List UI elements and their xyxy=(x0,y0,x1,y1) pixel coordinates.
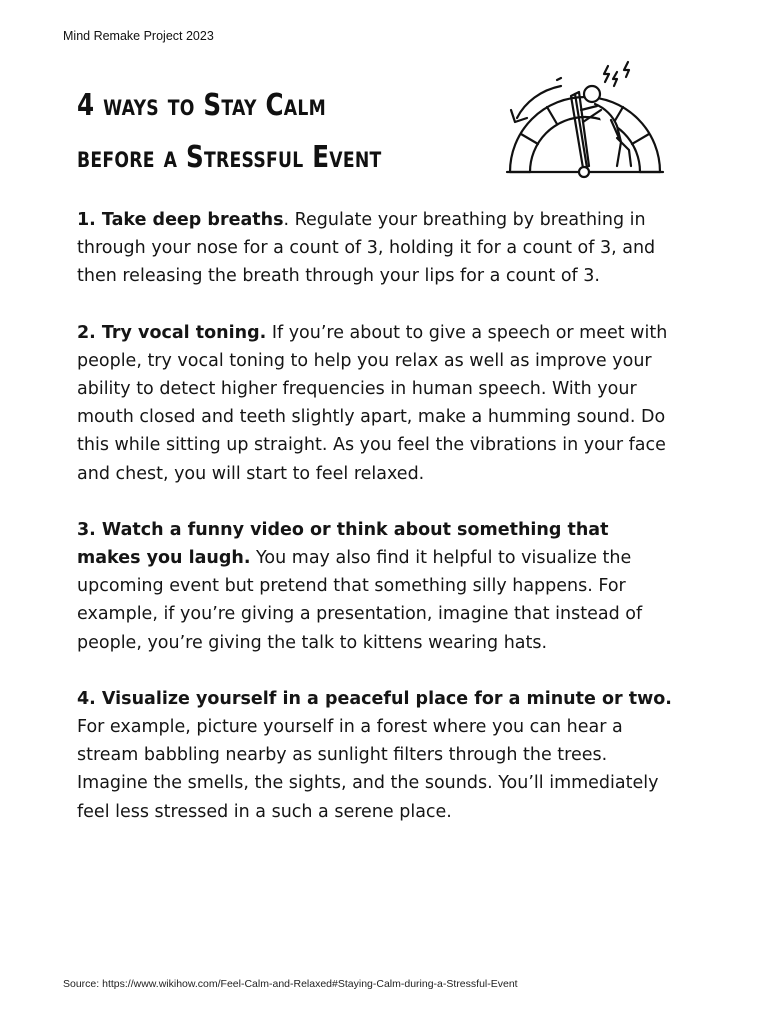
tip-2-body: If you’re about to give a speech or meet with people, try vocal toning to help you relax as well as improve your ability to detect higher frequencies in human speech. With your mouth closed and teeth slightly apart, make a humming sound. Do this while sitting up straight. As you feel the vibrations in your face and chest, you will start to feel relaxed. xyxy=(77,322,668,484)
header-note: Mind Remake Project 2023 xyxy=(63,29,214,43)
tip-1-heading: 1. Take deep breaths xyxy=(77,210,284,230)
tip-3 xyxy=(77,516,677,657)
tip-2 xyxy=(77,319,677,488)
stress-gauge-person-icon xyxy=(505,58,665,184)
tip-3-body: You may also find it helpful to visualize the upcoming event but pretend that something silly happens. For example, if you’re giving a presentation, imagine that instead of people, you’re giving the talk to kittens wearing hats. xyxy=(77,548,643,653)
tip-3-heading: 3. Watch a funny video or think about something that makes you laugh. xyxy=(77,519,609,569)
title-line-1: 4 ways to Stay Calm xyxy=(77,88,326,123)
tip-4 xyxy=(77,685,677,826)
page-title xyxy=(77,80,382,184)
tip-4-body: For example, picture yourself in a forest where you can hear a stream babbling nearby as sunlight filters through the trees. Imagine the smells, the sights, and the sounds. You’ll immediately feel less stressed in a such a serene place. xyxy=(77,717,659,822)
title-line-2: before a Stressful Event xyxy=(77,140,382,175)
source-link[interactable]: Source: https://www.wikihow.com/Feel-Calm-and-Relaxed#Staying-Calm-during-a-Stressful-Event xyxy=(63,978,518,990)
tips-list xyxy=(77,206,677,854)
tip-1 xyxy=(77,206,677,291)
tip-1-body: . Regulate your breathing by breathing in through your nose for a count of 3, holding it for a count of 3, and then releasing the breath through your lips for a count of 3. xyxy=(77,210,656,287)
tip-2-heading: 2. Try vocal toning. xyxy=(77,322,267,343)
tip-4-heading: 4. Visualize yourself in a peaceful place for a minute or two. xyxy=(77,688,672,709)
